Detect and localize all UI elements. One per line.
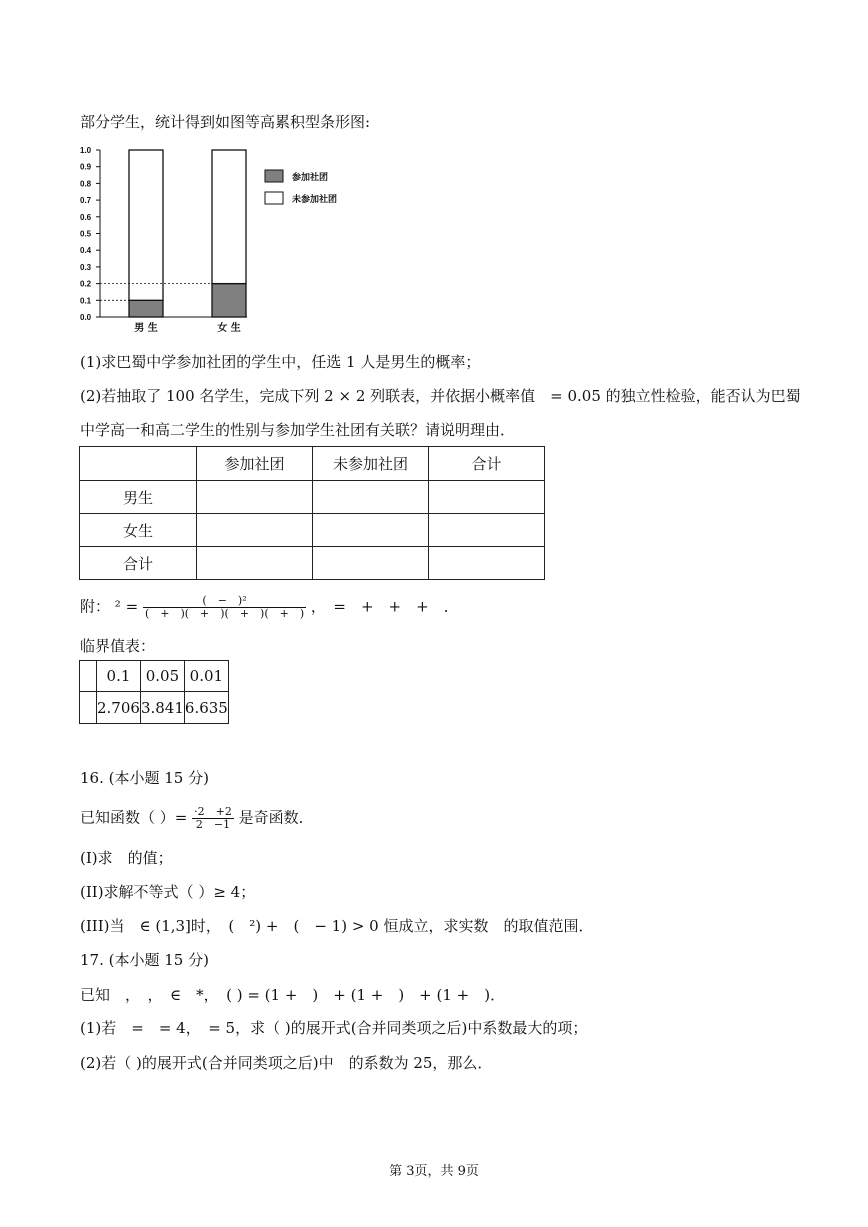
table-cell [197, 481, 313, 514]
fraction-numerator: ·2 +2 [194, 805, 232, 818]
table-row [80, 692, 229, 724]
problem-16-stem [80, 806, 314, 831]
table-header-cell: 参加社团 [197, 447, 313, 481]
bar-segment [212, 150, 246, 284]
table-cell [80, 692, 97, 724]
table-row [80, 447, 545, 481]
intro-text: 部分学生，统计得到如图等高累积型条形图: [80, 113, 371, 131]
y-tick-label: 0.0 [80, 313, 92, 322]
row-label: 合计 [80, 547, 197, 580]
y-tick-label: 1.0 [80, 146, 92, 155]
critical-value-label: 临界值表： [80, 637, 156, 655]
y-tick-label: 0.4 [80, 246, 92, 256]
y-tick-label: 0.7 [80, 196, 92, 206]
y-tick-label: 0.2 [80, 279, 92, 289]
table-cell [313, 547, 429, 580]
legend-swatch [265, 192, 283, 204]
stem-text: 已知函数（ ）= [80, 808, 188, 827]
problem-17-stem: 已知 ， ， ∈ *， ( ) = (1 + ) + (1 + ) + (1 + )． [80, 986, 506, 1004]
table-cell: 0.01 [184, 661, 228, 692]
formula-rest: ， = + + + ． [310, 597, 459, 616]
table-cell [429, 547, 545, 580]
fraction-denominator: ( + )( + )( + )( + ) [144, 607, 305, 620]
function-fraction [192, 806, 234, 831]
table-header-cell: 合计 [429, 447, 545, 481]
table-cell [313, 514, 429, 547]
table-cell [313, 481, 429, 514]
table-header-cell: 未参加社团 [313, 447, 429, 481]
x-tick-label: 女 生 [217, 323, 241, 334]
problem-17-part-2: (2)若（ )的展开式(合并同类项之后)中 的系数为 25，那么． [80, 1054, 493, 1072]
table-cell: 0.1 [97, 661, 141, 692]
legend-label: 参加社团 [292, 173, 329, 183]
table-cell [197, 547, 313, 580]
y-tick-label: 0.3 [80, 262, 92, 272]
stem-text: 是奇函数． [238, 808, 314, 827]
bar-segment [212, 284, 246, 317]
y-tick-label: 0.8 [80, 179, 92, 189]
formula-lhs: ² = [114, 597, 139, 616]
bar-segment [129, 300, 163, 317]
problem-17-title: 17. (本小题 15 分) [80, 951, 209, 969]
legend-swatch [265, 170, 283, 182]
table-cell: 2.706 [97, 692, 141, 724]
legend-label: 未参加社团 [292, 195, 338, 205]
question-1: (1)求巴蜀中学参加社团的学生中，任选 1 人是男生的概率； [80, 353, 481, 371]
appendix-formula [80, 595, 459, 620]
page-footer: 第 3页，共 9页 [389, 1164, 479, 1179]
table-cell [429, 481, 545, 514]
x-tick-label: 男 生 [134, 323, 158, 334]
problem-17-part-1: (1)若 = = 4， = 5，求（ )的展开式(合并同类项之后)中系数最大的项； [80, 1019, 588, 1037]
table-row [80, 481, 545, 514]
question-2-line-1: (2)若抽取了 100 名学生，完成下列 2 × 2 列联表，并依据小概率值 = 0.05 的独立性检验，能否认为巴蜀 [80, 387, 801, 405]
row-label: 男生 [80, 481, 197, 514]
critical-value-table [79, 660, 229, 724]
fraction-denominator: 2 −1 [195, 818, 231, 831]
bar-segment [129, 150, 163, 300]
table-row [80, 514, 545, 547]
table-row [80, 661, 229, 692]
table-cell [80, 447, 197, 481]
table-cell [429, 514, 545, 547]
y-tick-label: 0.5 [80, 229, 92, 239]
problem-16-part-3: (III)当 ∈ (1,3]时， ( ²) + ( − 1) > 0 恒成立，求实数 的取值范围． [80, 917, 594, 935]
problem-16-title: 16. (本小题 15 分) [80, 769, 209, 787]
table-cell: 6.635 [184, 692, 228, 724]
problem-16-part-1: (I)求 的值； [80, 849, 173, 867]
table-cell [80, 661, 97, 692]
y-tick-label: 0.1 [80, 296, 92, 306]
fraction-numerator: ( − )² [143, 595, 306, 608]
table-cell: 0.05 [140, 661, 184, 692]
table-row [80, 547, 545, 580]
row-label: 女生 [80, 514, 197, 547]
y-tick-label: 0.6 [80, 212, 92, 222]
formula-fraction [143, 595, 306, 620]
appendix-label: 附： [80, 597, 111, 616]
y-tick-label: 0.9 [80, 162, 92, 172]
question-2-line-2: 中学高一和高二学生的性别与参加学生社团有关联？请说明理由． [80, 421, 516, 439]
problem-16-part-2: (II)求解不等式（ ）≥ 4； [80, 883, 256, 901]
contingency-table [79, 446, 545, 580]
table-cell [197, 514, 313, 547]
table-cell: 3.841 [140, 692, 184, 724]
stacked-bar-chart [80, 143, 380, 343]
